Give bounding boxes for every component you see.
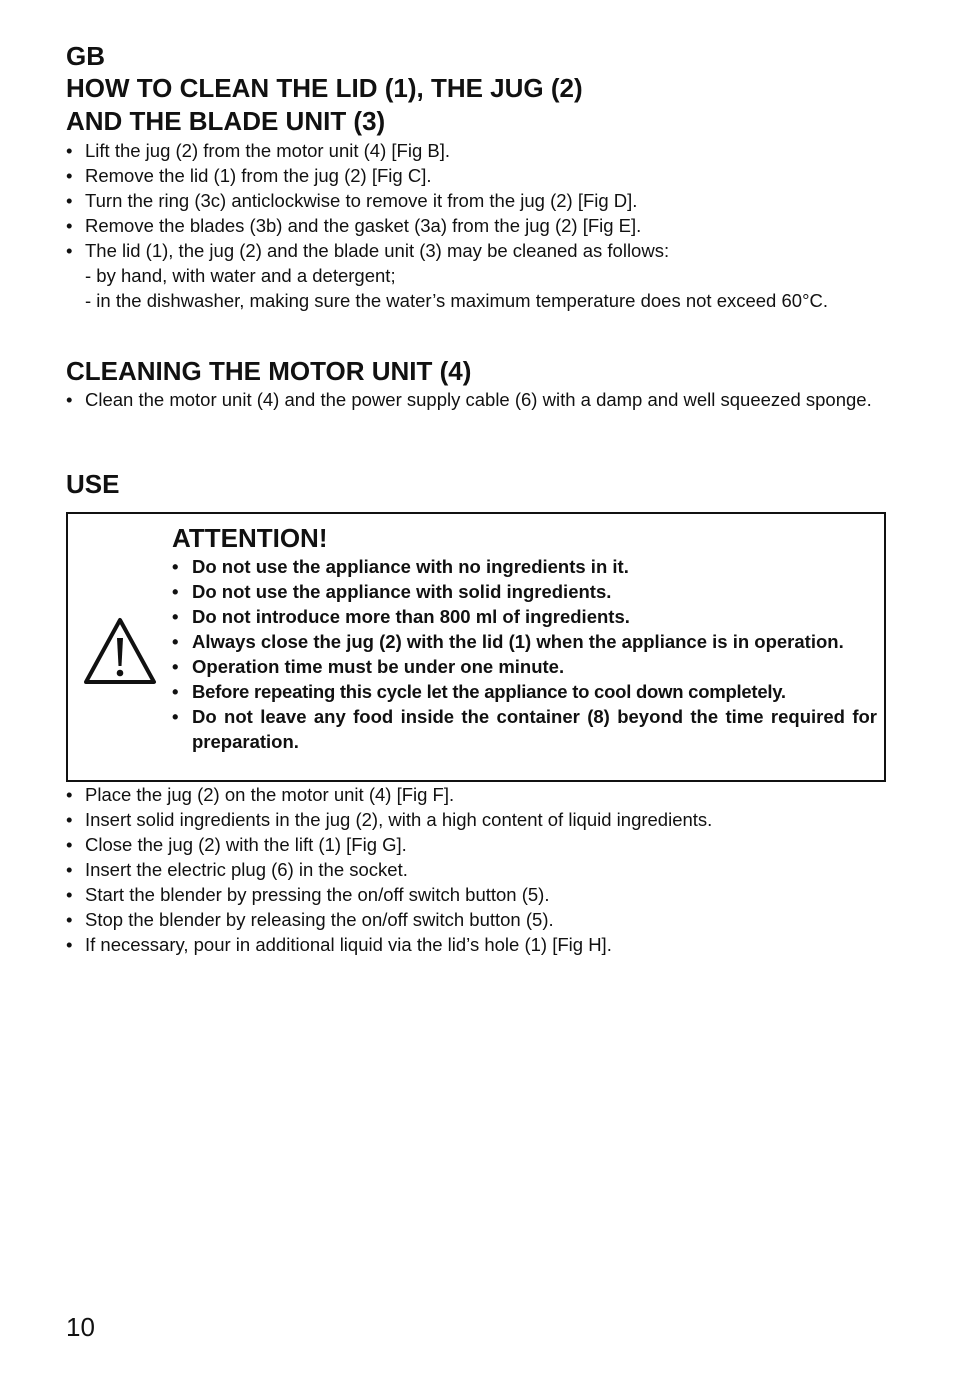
attention-content (172, 522, 877, 754)
clean-jug-list (66, 138, 890, 313)
section-title-motor: CLEANING THE MOTOR UNIT (4) (66, 356, 472, 386)
list-item: • If necessary, pour in additional liquid via the lid’s hole (1) [Fig H]. (66, 934, 612, 955)
list-item: • Do not use the appliance with no ingredients in it. (172, 556, 629, 577)
list-item: • Remove the lid (1) from the jug (2) [Fig C]. (66, 165, 432, 186)
manual-page (66, 40, 890, 957)
list-item: • Lift the jug (2) from the motor unit (4) [Fig B]. (66, 140, 450, 161)
attention-title: ATTENTION! (172, 523, 328, 553)
list-item: • Do not leave any food inside the container (8) beyond the time required for preparation. (172, 706, 877, 752)
list-item: • Before repeating this cycle let the appliance to cool down completely. (172, 681, 786, 702)
sub-item-dishwasher: - in the dishwasher, making sure the water’s maximum temperature does not exceed 60°C. (85, 290, 828, 311)
use-list (66, 782, 890, 957)
section-title-clean-jug-line1: HOW TO CLEAN THE LID (1), THE JUG (2) (66, 73, 583, 103)
motor-list (66, 387, 890, 412)
list-item: • Turn the ring (3c) anticlockwise to remove it from the jug (2) [Fig D]. (66, 190, 638, 211)
list-item: • Always close the jug (2) with the lid (1) when the appliance is in operation. (172, 631, 844, 652)
sub-item-hand-wash: - by hand, with water and a detergent; (85, 265, 396, 286)
list-item: • Start the blender by pressing the on/off switch button (5). (66, 884, 550, 905)
attention-box (66, 512, 886, 782)
list-item: • The lid (1), the jug (2) and the blade unit (3) may be cleaned as follows: - by hand, with water and a detergent; - in the dishwasher, making sure the water’s maximum temperature does not exceed 60°C. (66, 238, 890, 313)
list-item: • Close the jug (2) with the lift (1) [Fig G]. (66, 834, 407, 855)
attention-list (172, 554, 877, 754)
list-item: • Insert the electric plug (6) in the socket. (66, 859, 408, 880)
section-title-clean-jug-line2: AND THE BLADE UNIT (3) (66, 106, 386, 136)
list-item: • Do not use the appliance with solid ingredients. (172, 581, 612, 602)
list-item: • Do not introduce more than 800 ml of ingredients. (172, 606, 630, 627)
list-item: • Operation time must be under one minute. (172, 656, 565, 677)
list-item: • Clean the motor unit (4) and the power supply cable (6) with a damp and well squeezed sponge. (66, 389, 872, 410)
warning-triangle-icon (82, 616, 158, 686)
list-item: • Remove the blades (3b) and the gasket (3a) from the jug (2) [Fig E]. (66, 215, 642, 236)
list-item: • Insert solid ingredients in the jug (2), with a high content of liquid ingredients. (66, 809, 713, 830)
language-code: GB (66, 41, 105, 71)
page-number: 10 (66, 1312, 95, 1342)
list-item: • Stop the blender by releasing the on/off switch button (5). (66, 909, 554, 930)
section-title-use: USE (66, 469, 120, 499)
list-item: • Place the jug (2) on the motor unit (4) [Fig F]. (66, 784, 455, 805)
